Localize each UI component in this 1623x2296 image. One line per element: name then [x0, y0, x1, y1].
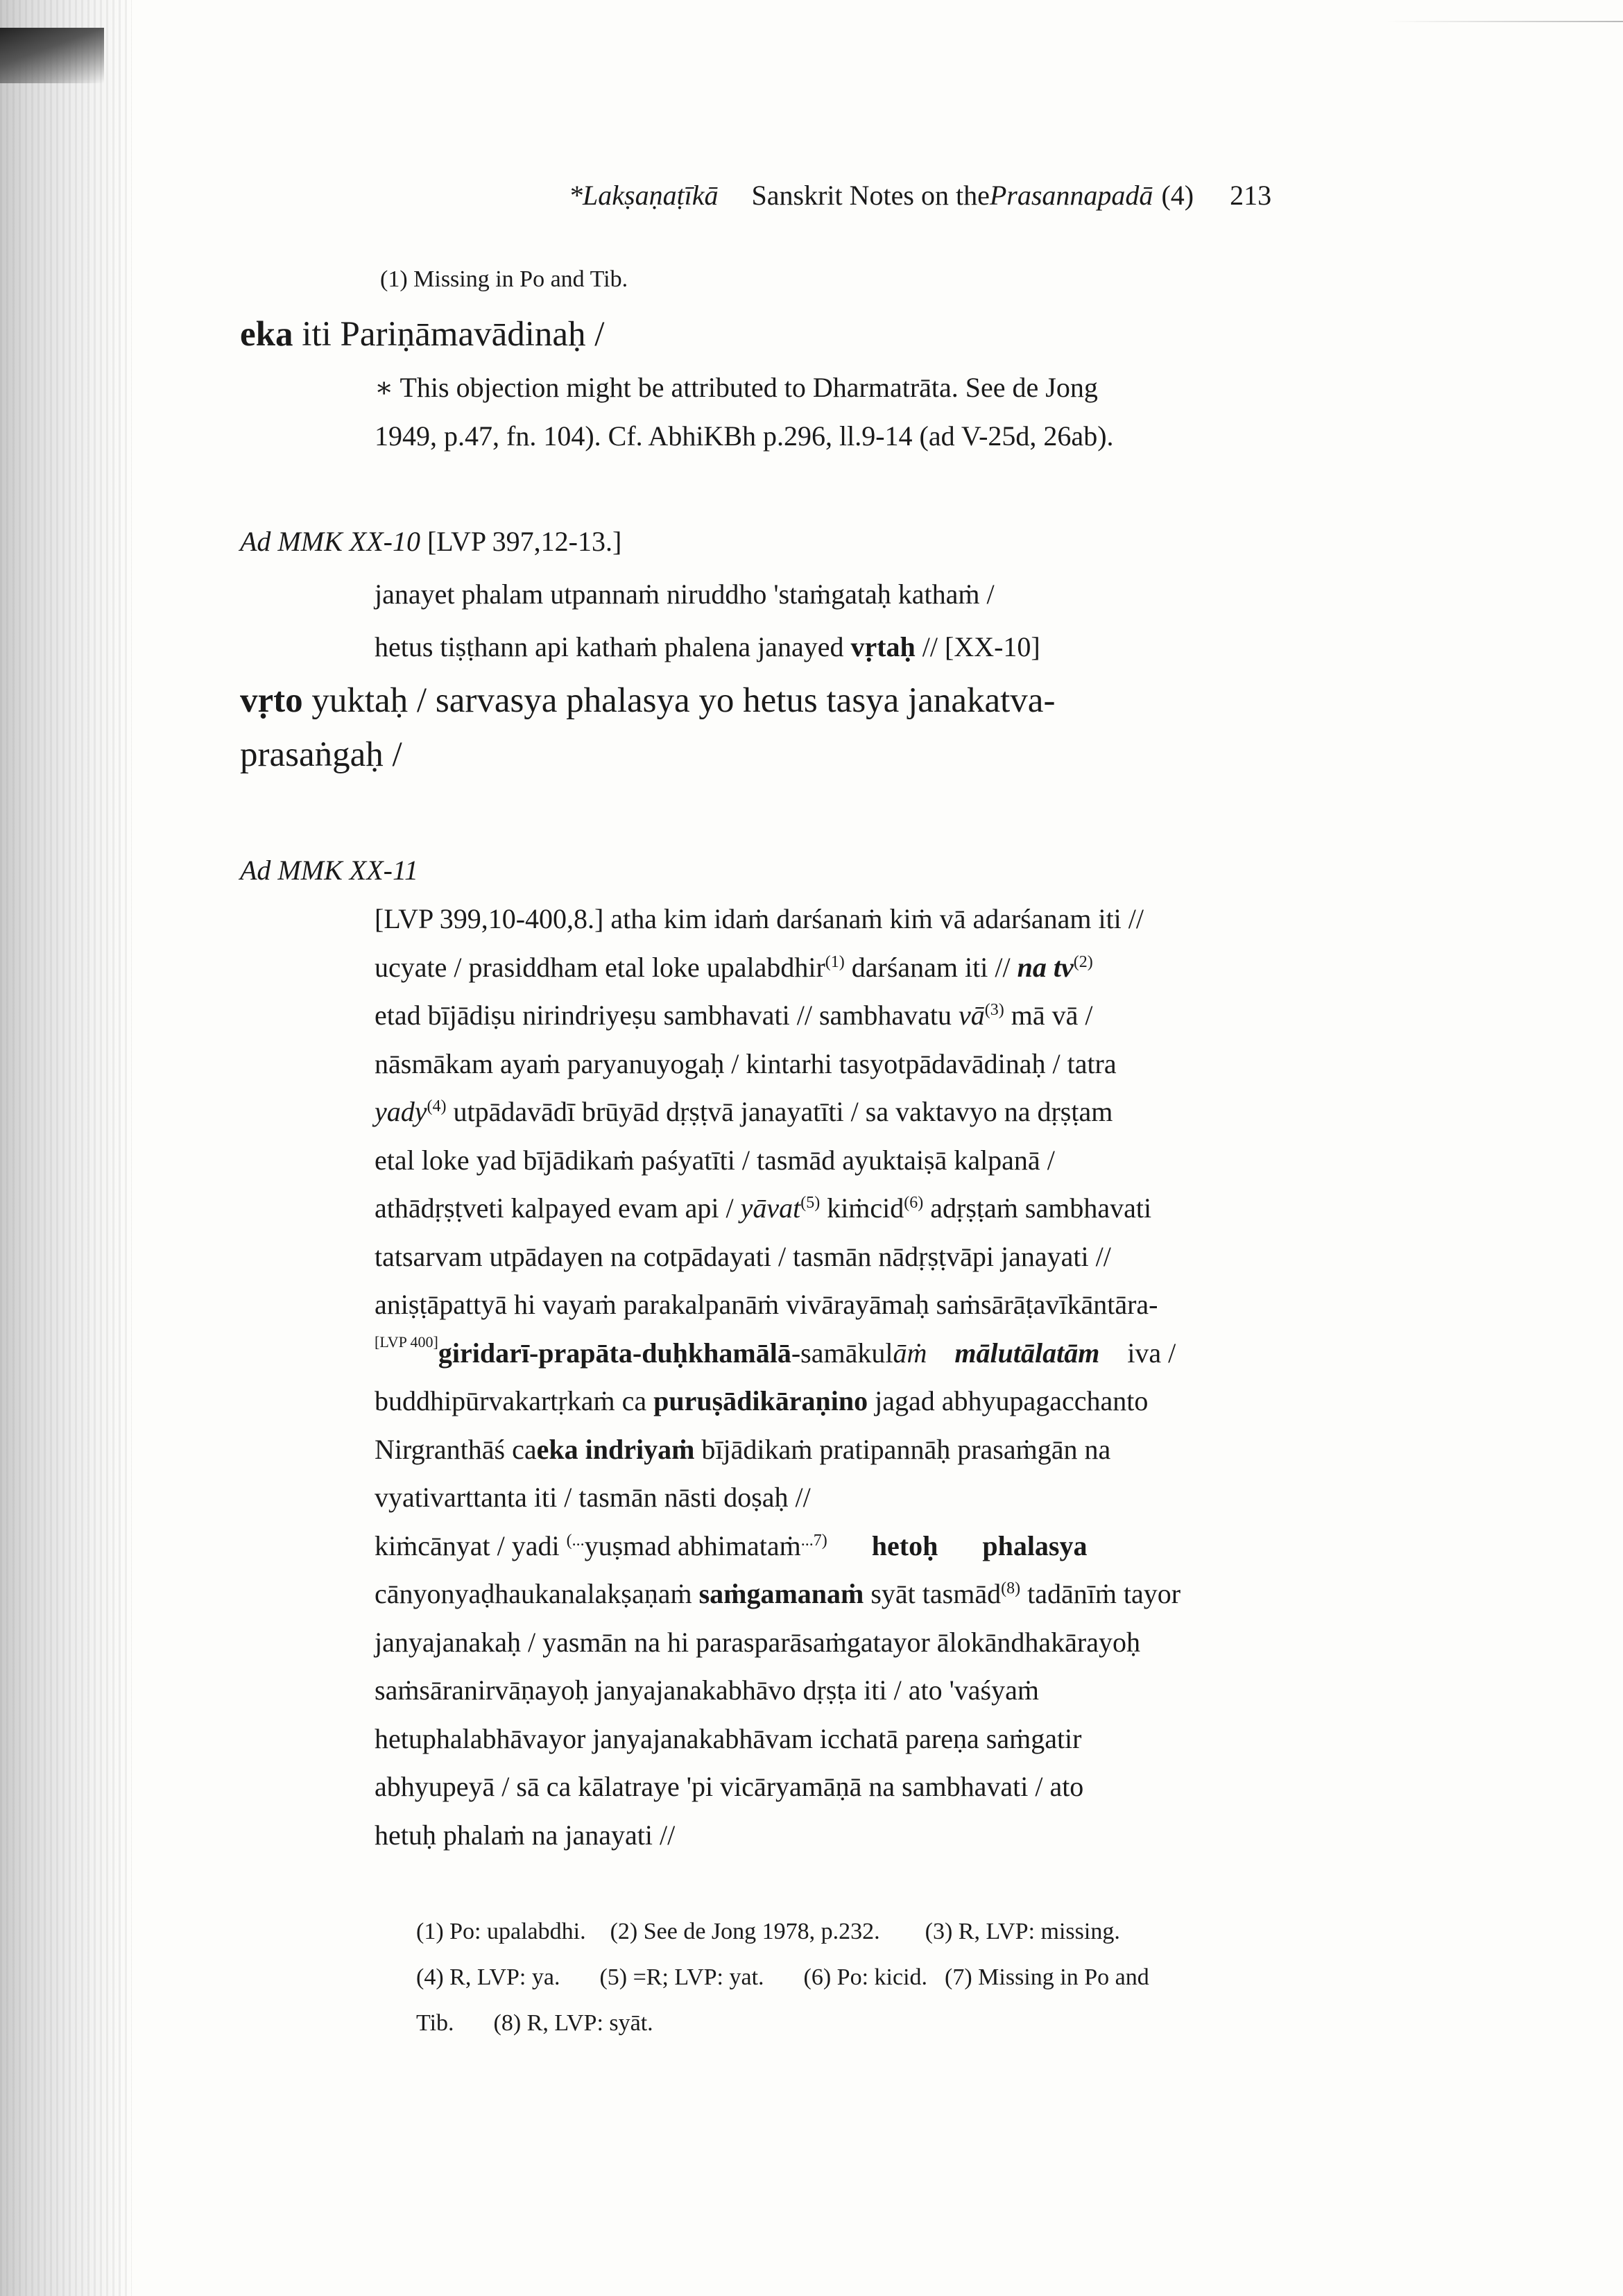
bold-phalasya: phalasya: [982, 1530, 1088, 1561]
footnote-ref: (4): [427, 1097, 447, 1115]
bold-eka: eka: [536, 1433, 578, 1465]
scan-shadow-edge: [0, 0, 132, 2296]
body-line: [375, 1570, 1401, 1618]
footnote-ref: (6): [904, 1194, 924, 1212]
eka-bold: eka: [240, 315, 293, 354]
body-line: [375, 1329, 1401, 1378]
star-note-line: 1949, p.47, fn. 104). Cf. AbhiKBh p.296, ll.9-14 (ad V-25d, 26ab).: [375, 420, 1114, 452]
body-line: hetuphalabhāvayor janyajanakabhāvam icchatā pareṇa saṁgatir: [375, 1722, 1082, 1754]
bold-giridari: giridarī-prapāta-duḥkhamālā: [438, 1337, 791, 1369]
italic-yavat: yāvat: [740, 1192, 801, 1224]
body-text: syāt tasmād: [864, 1578, 1002, 1609]
body-line: [375, 1184, 1401, 1233]
footnote-ref: (...: [566, 1531, 585, 1550]
footnote: (3) R, LVP: missing.: [925, 1919, 1120, 1944]
body-text: kiṁcānyat / yadi: [375, 1530, 567, 1561]
bold-hetoh: hetoḥ: [871, 1530, 938, 1561]
body-line: abhyupeyā / sā ca kālatraye 'pi vicāryamāṇā na sambhavati / ato: [375, 1771, 1084, 1802]
body-line: vyativarttanta iti / tasmān nāsti doṣaḥ //: [375, 1482, 811, 1513]
body-text: kiṁcid: [820, 1192, 904, 1224]
body-line: aniṣṭāpattyā hi vayaṁ parakalpanāṁ vivārayāmaḥ saṁsārāṭavīkāntāra-: [375, 1289, 1158, 1320]
body-text: adṛṣṭaṁ sambhavati: [923, 1192, 1152, 1224]
bold-samgamanam: saṁgamanaṁ: [698, 1578, 864, 1609]
body-line: saṁsāranirvāṇayoḥ janyajanakabhāvo dṛṣṭa iti / ato 'vaśyaṁ: [375, 1674, 1039, 1706]
section-heading-title: Ad MMK XX-10: [240, 526, 420, 557]
commentary-body: [375, 895, 1401, 1859]
header-part: (4): [1161, 180, 1194, 211]
scan-dark-corner: [0, 28, 104, 83]
body-line: janyajanakaḥ / yasmān na hi parasparāsaṁgatayor ālokāndhakārayoḥ: [375, 1626, 1140, 1658]
body-text: mā vā /: [1004, 1000, 1093, 1031]
body-text: iva /: [1127, 1337, 1176, 1369]
footnote-ref: (8): [1001, 1579, 1021, 1597]
footnote-ref: (1): [825, 952, 845, 971]
body-line: etal loke yad bījādikaṁ paśyatīti / tasmād ayuktaiṣā kalpanā /: [375, 1144, 1055, 1176]
scan-top-line: [1387, 21, 1623, 22]
body-text: athādṛṣṭveti kalpayed evam api /: [375, 1192, 741, 1224]
body-text: -samākul: [791, 1337, 893, 1369]
commentary-big-line-2: prasaṅgaḥ /: [240, 735, 402, 774]
commentary-big-line-1: [240, 680, 1401, 721]
eka-rest: iti Pariṇāmavādinaḥ /: [293, 315, 605, 354]
section-heading-ref: [LVP 397,12-13.]: [420, 526, 622, 557]
footnote: Tib.: [416, 2010, 454, 2036]
body-line: tatsarvam utpādayen na cotpādayati / tasmān nādṛṣṭvāpi janayati //: [375, 1240, 1111, 1272]
section-heading-xx-11: [240, 846, 418, 895]
footnote-ref: (5): [800, 1194, 821, 1212]
commentary-big-line-1-text: yuktaḥ / sarvasya phalasya yo hetus tasya janakatva-: [302, 681, 1056, 720]
header-title-prasannapada: Prasannapadā: [989, 180, 1153, 211]
section-heading-title: Ad MMK XX-11: [240, 855, 418, 886]
body-line: [375, 1377, 1401, 1425]
body-line: [375, 1522, 1401, 1570]
body-text: jagad abhyupagacchanto: [868, 1385, 1149, 1416]
verse-bold-vrtah: vṛtaḥ: [850, 631, 916, 662]
body-line: nāsmākam ayaṁ paryanuyogaḥ / kintarhi tasyotpādavādinaḥ / tatra: [375, 1047, 1117, 1079]
bold-vrto: vṛto: [240, 681, 303, 720]
body-text: bījādikaṁ pratipannāḥ prasaṁgān na: [694, 1433, 1111, 1465]
body-line: [375, 1425, 1401, 1474]
body-line: [375, 991, 1401, 1040]
bold-na-tv: na tv: [1017, 951, 1074, 983]
star-note: [375, 363, 1401, 460]
lvp-page-marker: [LVP 400]: [375, 1333, 438, 1351]
footnote: (4) R, LVP: ya.: [416, 1964, 560, 1990]
footnote-ref: ...7): [800, 1531, 827, 1550]
verse-line-2: [375, 623, 1040, 671]
footnote-line-1: [416, 1909, 1120, 1955]
verse-line-2-a: hetus tiṣṭhann api kathaṁ phalena janayed: [375, 631, 851, 662]
bold-indriyam: indriyaṁ: [585, 1433, 695, 1465]
footnote: (1) Po: upalabdhi.: [416, 1919, 586, 1944]
eka-line: [240, 314, 604, 355]
footnote-ref: (3): [984, 1001, 1004, 1019]
italic-yady: yady: [375, 1096, 427, 1127]
italic-va: vā: [959, 1000, 985, 1031]
body-text: tadānīṁ tayor: [1020, 1578, 1181, 1609]
body-line: hetuḥ phalaṁ na janayati //: [375, 1819, 676, 1851]
footnote: (5) =R; LVP: yat.: [599, 1964, 764, 1990]
top-footnote: (1) Missing in Po and Tib.: [380, 266, 628, 292]
page-number: 213: [1230, 180, 1272, 211]
body-text: yuṣmad abhimataṁ: [584, 1530, 801, 1561]
bold-purusadikaranino: puruṣādikāraṇino: [653, 1385, 868, 1416]
footnote-ref: (2): [1073, 952, 1093, 971]
running-header: [569, 179, 1401, 212]
footnote: (8) R, LVP: syāt.: [493, 2010, 653, 2036]
body-text: cānyonyaḍhaukanalakṣaṇaṁ: [375, 1578, 699, 1609]
footnote-line-3: [416, 2001, 653, 2046]
body-text: etad bījādiṣu nirindriyeṣu sambhavati // sambhavatu: [375, 1000, 959, 1031]
header-title-prefix: Sanskrit Notes on the: [751, 180, 990, 211]
bold-malutalatam: mālutālatām: [954, 1337, 1100, 1369]
italic-am: āṁ: [893, 1337, 927, 1369]
body-text: ucyate / prasiddham etal loke upalabdhir: [375, 951, 825, 983]
body-text: utpādavādī brūyād dṛṣṭvā janayatīti / sa vaktavyo na dṛṣṭam: [446, 1096, 1113, 1127]
section-heading-xx-10: [240, 517, 621, 566]
footnote-line-2: [416, 1955, 1149, 2001]
star-note-line: ∗ This objection might be attributed to Dharmatrāta. See de Jong: [375, 372, 1098, 403]
body-text: darśanam iti //: [844, 951, 1017, 983]
body-text: Nirgranthāś ca: [375, 1433, 537, 1465]
footnote: (2) See de Jong 1978, p.232.: [610, 1919, 880, 1944]
body-text: buddhipūrvakartṛkaṁ ca: [375, 1385, 654, 1416]
footnote: (6) Po: kicid.: [803, 1964, 928, 1990]
verse-line-1: janayet phalam utpannaṁ niruddho 'staṁgataḥ kathaṁ /: [375, 579, 995, 610]
body-line: [LVP 399,10-400,8.] atha kim idaṁ darśanaṁ kiṁ vā adarśanam iti //: [375, 903, 1144, 934]
body-line: [375, 943, 1401, 992]
header-title-laksanatika: *Lakṣaṇaṭīkā: [569, 180, 719, 211]
body-line: [375, 1088, 1401, 1136]
footnote: (7) Missing in Po and: [945, 1964, 1149, 1990]
verse-line-2-b: // [XX-10]: [915, 631, 1040, 662]
